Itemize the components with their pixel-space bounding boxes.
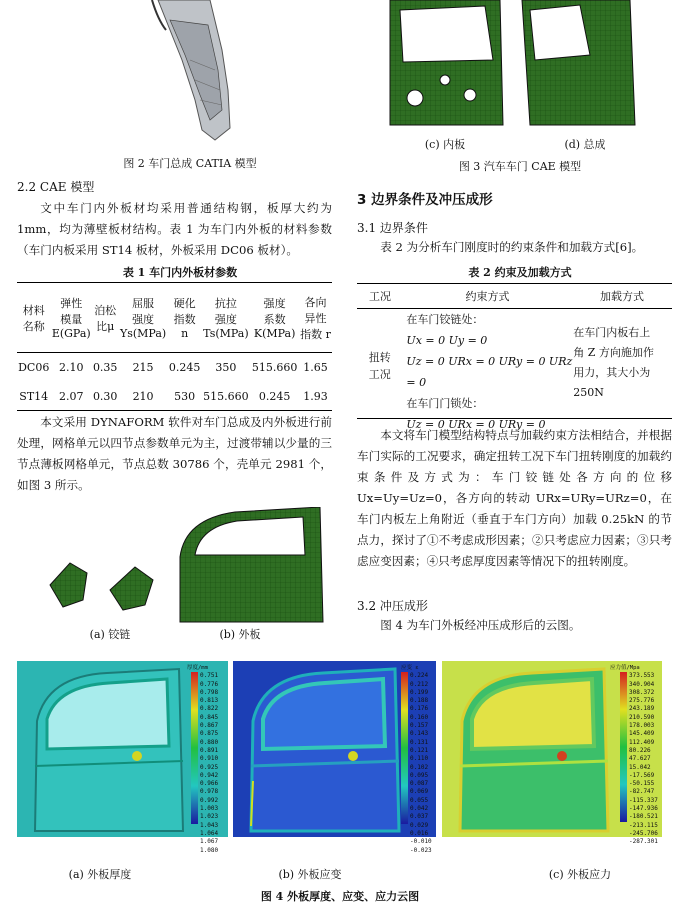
legend-tick-label: -287.301: [629, 838, 658, 846]
legend-tick-label: 0.121: [410, 746, 429, 754]
legend-tick-label: -213.115: [629, 821, 658, 829]
legend-tick-label: 0.176: [410, 705, 429, 713]
legend-tick-label: 210.590: [629, 713, 655, 721]
legend-tick-label: 0.199: [410, 688, 429, 696]
th-modulus: 弹性 模量 E(GPa): [51, 297, 91, 340]
paragraph-cae-2: 本文采用 DYNAFORM 软件对车门总成及内外板进行前处理，网格单元以四节点参数单元为主，过渡带辅以少量的三节点薄板网格单元，节点总数 30786 个，壳单元 2981 个，如图 3 所示。: [17, 415, 332, 492]
legend-tick-label: 0.822: [200, 705, 219, 713]
legend-tick-label: 0.131: [410, 738, 429, 746]
legend-tick-label: -115.337: [629, 796, 658, 804]
legend-tick-label: 0.978: [200, 788, 219, 796]
legend-tick-label: 0.160: [410, 713, 429, 721]
fig4-sub-b: (b) 外板应变: [278, 868, 342, 881]
legend-tick-label: 0.776: [200, 680, 219, 688]
table-row: ST14 2.07 0.30 210 530 515.660 0.245 1.93: [17, 383, 332, 411]
legend-tick-label: 0.224: [410, 672, 429, 680]
legend-tick-label: 308.372: [629, 688, 655, 696]
table2: [357, 283, 672, 431]
fig4-thickness-plot: [17, 661, 228, 854]
fig4-caption: 图 4 外板厚度、应变、应力云图: [260, 890, 420, 903]
legend-tick-label: 47.627: [629, 755, 651, 763]
legend-tick-label: 0.798: [200, 688, 219, 696]
th-anisotropy: 各向 异性 指数 r: [300, 295, 331, 341]
legend-tick-label: 0.102: [410, 763, 429, 771]
heading-3-2: 3.2 冲压成形: [357, 599, 428, 613]
fig3-sub-b: (b) 外板: [219, 628, 261, 641]
table2-load: 在车门内板右上 角 Z 方向施加作 用力，其大小为 250N: [573, 326, 654, 399]
legend-strain: 应变 ε 0.224 0.212 0.199 0.188 0.176 0.160 0.157 0.143 0.131 0.121 0.110 0.102 0.095 0.087 0.069 0.055 0.042 0.037 0.029 0.016 -0.010 -0.023: [401, 665, 432, 854]
legend-stress: 应力值/Mpa 373.553 340.904 308.372 275.776 243.189 210.590 178.003 145.409 112.409 80.226 47.627 15.042 -17.569 -50.155 -82.747 -115.337 -147.936 -180.521 -213.115 -245.706 -287.301: [610, 665, 658, 846]
th-strength-coef: 强度 系数 K(MPa): [253, 297, 296, 340]
legend-tick-label: 0.029: [410, 821, 429, 829]
fig3-inner-panel-mesh: [385, 0, 505, 128]
legend-tick-label: 0.992: [200, 796, 219, 804]
catia-door-drawing: [140, 0, 250, 148]
legend-tick-label: 1.023: [200, 813, 219, 821]
legend-tick-label: -147.936: [629, 805, 658, 813]
table2-caption: 表 2 约束及加载方式: [468, 266, 572, 279]
legend-tick-label: 0.069: [410, 788, 429, 796]
fig4-sub-a: (a) 外板厚度: [68, 868, 132, 881]
table2-constraints: 在车门铰链处： Ux = 0 Uy = 0 Uz = 0 URx = 0 URy = 0 URz = 0 在车门门锁处： Uz = 0 URx = 0 URy = 0: [406, 313, 573, 431]
fig3-sub-c: (c) 内板: [424, 138, 466, 151]
fig3-sub-a: (a) 铰链: [89, 628, 131, 641]
fig3-sub-d: (d) 总成: [564, 138, 606, 151]
table1: [17, 282, 332, 411]
fig3-assembly-mesh: [520, 0, 640, 128]
legend-tick-label: -0.010: [410, 838, 432, 846]
table2-header-row: 工况 约束方式 加载方式: [357, 284, 672, 309]
legend-tick-label: -50.155: [629, 780, 655, 788]
legend-tick-label: 0.751: [200, 672, 219, 680]
legend-tick-label: 0.143: [410, 730, 429, 738]
legend-tick-label: 0.095: [410, 771, 429, 779]
legend-tick-label: 0.880: [200, 738, 219, 746]
th-hardening: 硬化 指数 n: [173, 297, 196, 340]
fig3-outer-panel-mesh: [175, 507, 325, 624]
legend-tick-label: 243.189: [629, 705, 655, 713]
legend-tick-label: 0.016: [410, 829, 429, 837]
paragraph-3-2: 图 4 为车门外板经冲压成形后的云图。: [380, 618, 581, 632]
legend-tick-label: 0.942: [200, 771, 219, 779]
legend-tick-label: 178.003: [629, 722, 655, 730]
legend-tick-label: 0.212: [410, 680, 429, 688]
legend-tick-label: 0.042: [410, 805, 429, 813]
th-yield: 屈服 强度 Ys(MPa): [119, 297, 167, 340]
fig3-caption: 图 3 汽车车门 CAE 模型: [458, 160, 582, 173]
fig4-sub-c: (c) 外板应力: [548, 868, 612, 881]
legend-tick-label: 0.087: [410, 780, 429, 788]
paragraph-cae-1: 文中车门内外板材均采用普通结构钢，板厚大约为1mm，均为薄壁板材结构。表 1 为车门内外板的材料参数（车门内板采用 ST14 板材，外板采用 DC06 板材）。: [17, 201, 332, 257]
legend-tick-label: 0.813: [200, 697, 219, 705]
legend-tick-label: 0.188: [410, 697, 429, 705]
legend-tick-label: 0.110: [410, 755, 429, 763]
legend-tick-label: 1.080: [200, 846, 219, 854]
th-tensile: 抗拉 强度 Ts(MPa): [203, 297, 249, 340]
paragraph-3-1: 表 2 为分析车门刚度时的约束条件和加载方式[6]。: [380, 240, 644, 254]
th-poisson: 泊松 比μ: [94, 303, 117, 333]
legend-tick-label: 0.925: [200, 763, 219, 771]
legend-tick-label: 0.037: [410, 813, 429, 821]
heading-3-1: 3.1 边界条件: [357, 221, 428, 235]
legend-tick-label: 0.845: [200, 713, 219, 721]
legend-tick-label: -245.706: [629, 829, 658, 837]
legend-tick-label: 0.966: [200, 780, 219, 788]
fig4-strain-plot: [233, 661, 436, 854]
legend-tick-label: 1.003: [200, 805, 219, 813]
legend-thickness: 厚度/mm 0.751 0.776 0.798 0.813 0.822 0.845 0.867 0.875 0.880 0.891 0.910 0.925 0.942 0.966 0.978 0.992 1.003 1.023 1.043 1.064 1.067 1.080: [187, 665, 219, 854]
legend-tick-label: 340.904: [629, 680, 655, 688]
legend-tick-label: 373.553: [629, 672, 655, 680]
legend-tick-label: -17.569: [629, 771, 655, 779]
table-row: DC06 2.10 0.35 215 0.245 350 515.660 1.65: [18, 361, 328, 375]
legend-tick-label: 1.064: [200, 829, 219, 837]
legend-tick-label: 15.042: [629, 763, 651, 771]
legend-tick-label: -0.023: [410, 846, 432, 854]
legend-tick-label: 0.055: [410, 796, 429, 804]
legend-tick-label: 112.409: [629, 738, 655, 746]
table2-body-row: [357, 309, 672, 435]
legend-tick-label: 0.867: [200, 722, 219, 730]
section-heading: 3 边界条件及冲压成形: [357, 192, 493, 208]
legend-tick-label: 1.067: [200, 838, 219, 846]
legend-tick-label: 0.875: [200, 730, 219, 738]
legend-tick-label: 145.409: [629, 730, 655, 738]
legend-tick-label: 1.043: [200, 821, 219, 829]
th-material: 材料 名称: [22, 303, 45, 333]
legend-tick-label: -180.521: [629, 813, 658, 821]
legend-tick-label: 275.776: [629, 697, 655, 705]
legend-tick-label: 0.910: [200, 755, 219, 763]
fig4-stress-plot: [442, 661, 662, 846]
fig3-hinge-mesh: [45, 545, 160, 615]
table1-header-row: [17, 283, 332, 353]
legend-tick-label: 0.891: [200, 746, 219, 754]
fig2-image: [140, 0, 250, 148]
table1-caption: 表 1 车门内外板材参数: [122, 266, 238, 279]
heading-cae-model: 2.2 CAE 模型: [17, 180, 95, 194]
fig2-caption: 图 2 车门总成 CATIA 模型: [123, 157, 257, 170]
legend-tick-label: 0.157: [410, 722, 429, 730]
paragraph-main: 本文将车门模型结构特点与加载约束方法相结合，并根据车门实际的工况要求，确定扭转工况下车门扭转刚度的加载约束条件及方式为：车门铰链处各方向的位移 Ux=Uy=Uz=0，各方向的转动 URx=URy=URz=0，在车门内板左上角附近（垂直于车门方向）加载 0.25kN 的节点力，探讨了①不考虑成形因素；②只考虑应力因素；③只考虑应变因素；④只考虑厚度因素等情况下的扭转刚度。: [357, 428, 672, 568]
table2-case: 扭转 工况: [368, 351, 391, 381]
legend-tick-label: 80.226: [629, 746, 651, 754]
legend-tick-label: -82.747: [629, 788, 655, 796]
